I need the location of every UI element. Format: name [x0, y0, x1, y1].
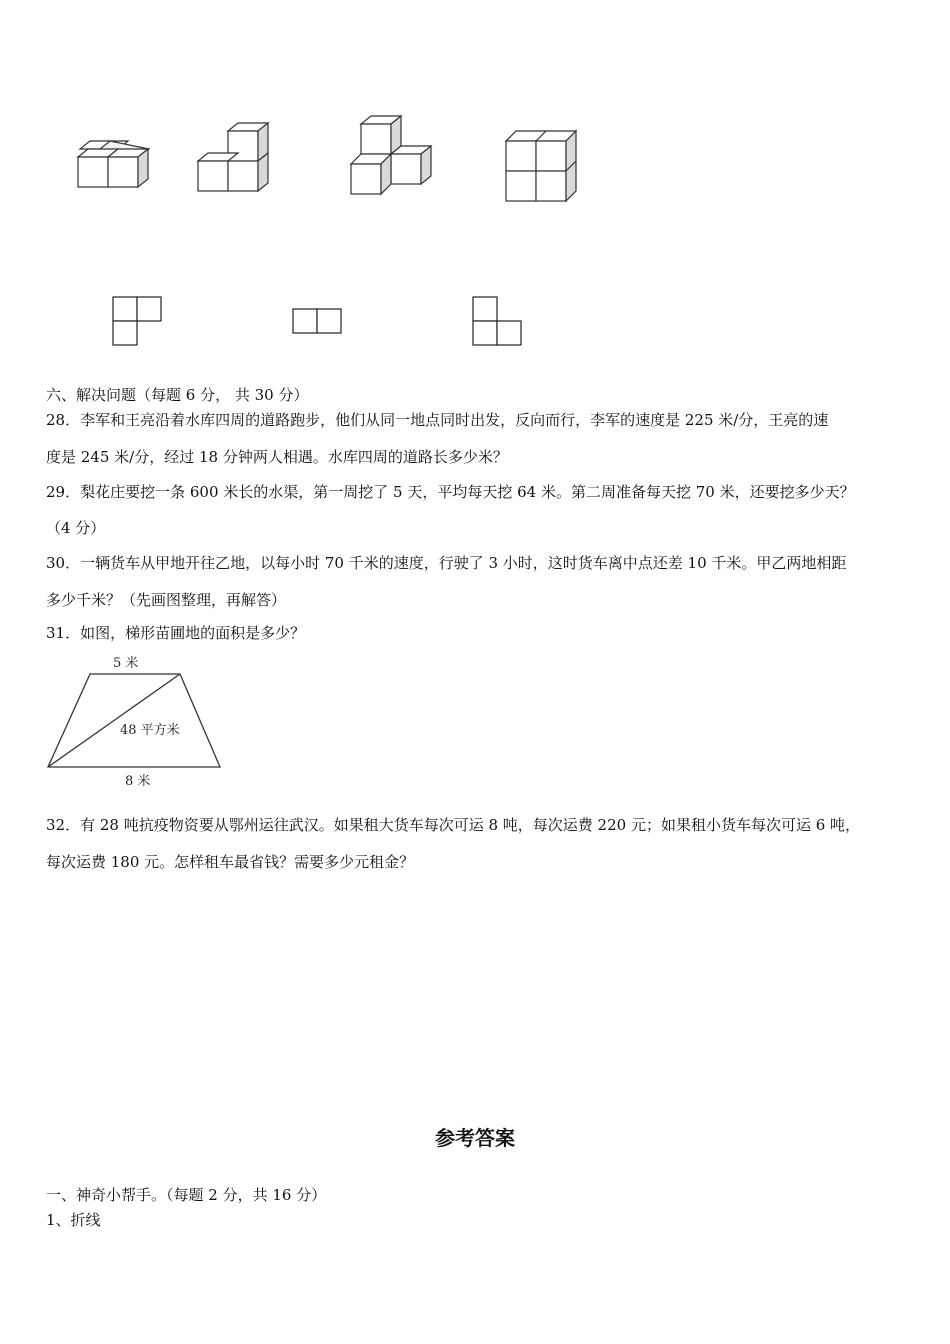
answers-title: 参考答案 — [435, 1126, 515, 1150]
answers-section1-heading: 一、神奇小帮手。（每题 2 分，共 16 分） — [46, 1186, 327, 1204]
q30-line1: 30．一辆货车从甲地开往乙地，以每小时 70 千米的速度，行驶了 3 小时，这时货车离中点还差 10 千米。甲乙两地相距 — [46, 554, 847, 572]
cube-solid-3 — [345, 110, 440, 205]
q31-line1: 31．如图，梯形苗圃地的面积是多少？ — [46, 624, 306, 642]
view-shape-3 — [472, 296, 524, 348]
answers-item1: 1、折线 — [46, 1211, 101, 1229]
q28-line1: 28．李军和王亮沿着水库四周的道路跑步，他们从同一地点同时出发，反向而行，李军的速度是 225 米/分，王亮的速 — [46, 411, 829, 429]
trapezoid-bottom-label: 8 米 — [125, 774, 151, 789]
q29-line1: 29．梨花庄要挖一条 600 米长的水渠，第一周挖了 5 天，平均每天挖 64 米。第二周准备每天挖 70 米，还要挖多少天？ — [46, 483, 855, 501]
cube-solid-4 — [498, 125, 588, 210]
cube-solid-2 — [190, 115, 280, 200]
q29-line2: （4 分） — [46, 519, 106, 537]
q32-line2: 每次运费 180 元。怎样租车最省钱？需要多少元租金？ — [46, 853, 415, 871]
view-shape-2 — [292, 308, 344, 336]
q32-line1: 32．有 28 吨抗疫物资要从鄂州运往武汉。如果租大货车每次可运 8 吨，每次运费 220 元；如果租小货车每次可运 6 吨， — [46, 816, 861, 834]
view-shape-1 — [112, 296, 164, 348]
q30-line2: 多少千米？（先画图整理，再解答） — [46, 591, 287, 609]
q28-line2: 度是 245 米/分，经过 18 分钟两人相遇。水库四周的道路长多少米？ — [46, 448, 508, 466]
cube-solid-1 — [70, 135, 160, 195]
trapezoid-area-label: 48 平方米 — [120, 723, 180, 738]
section6-heading: 六、解决问题（每题 6 分， 共 30 分） — [46, 386, 309, 404]
trapezoid-top-label: 5 米 — [113, 656, 139, 671]
